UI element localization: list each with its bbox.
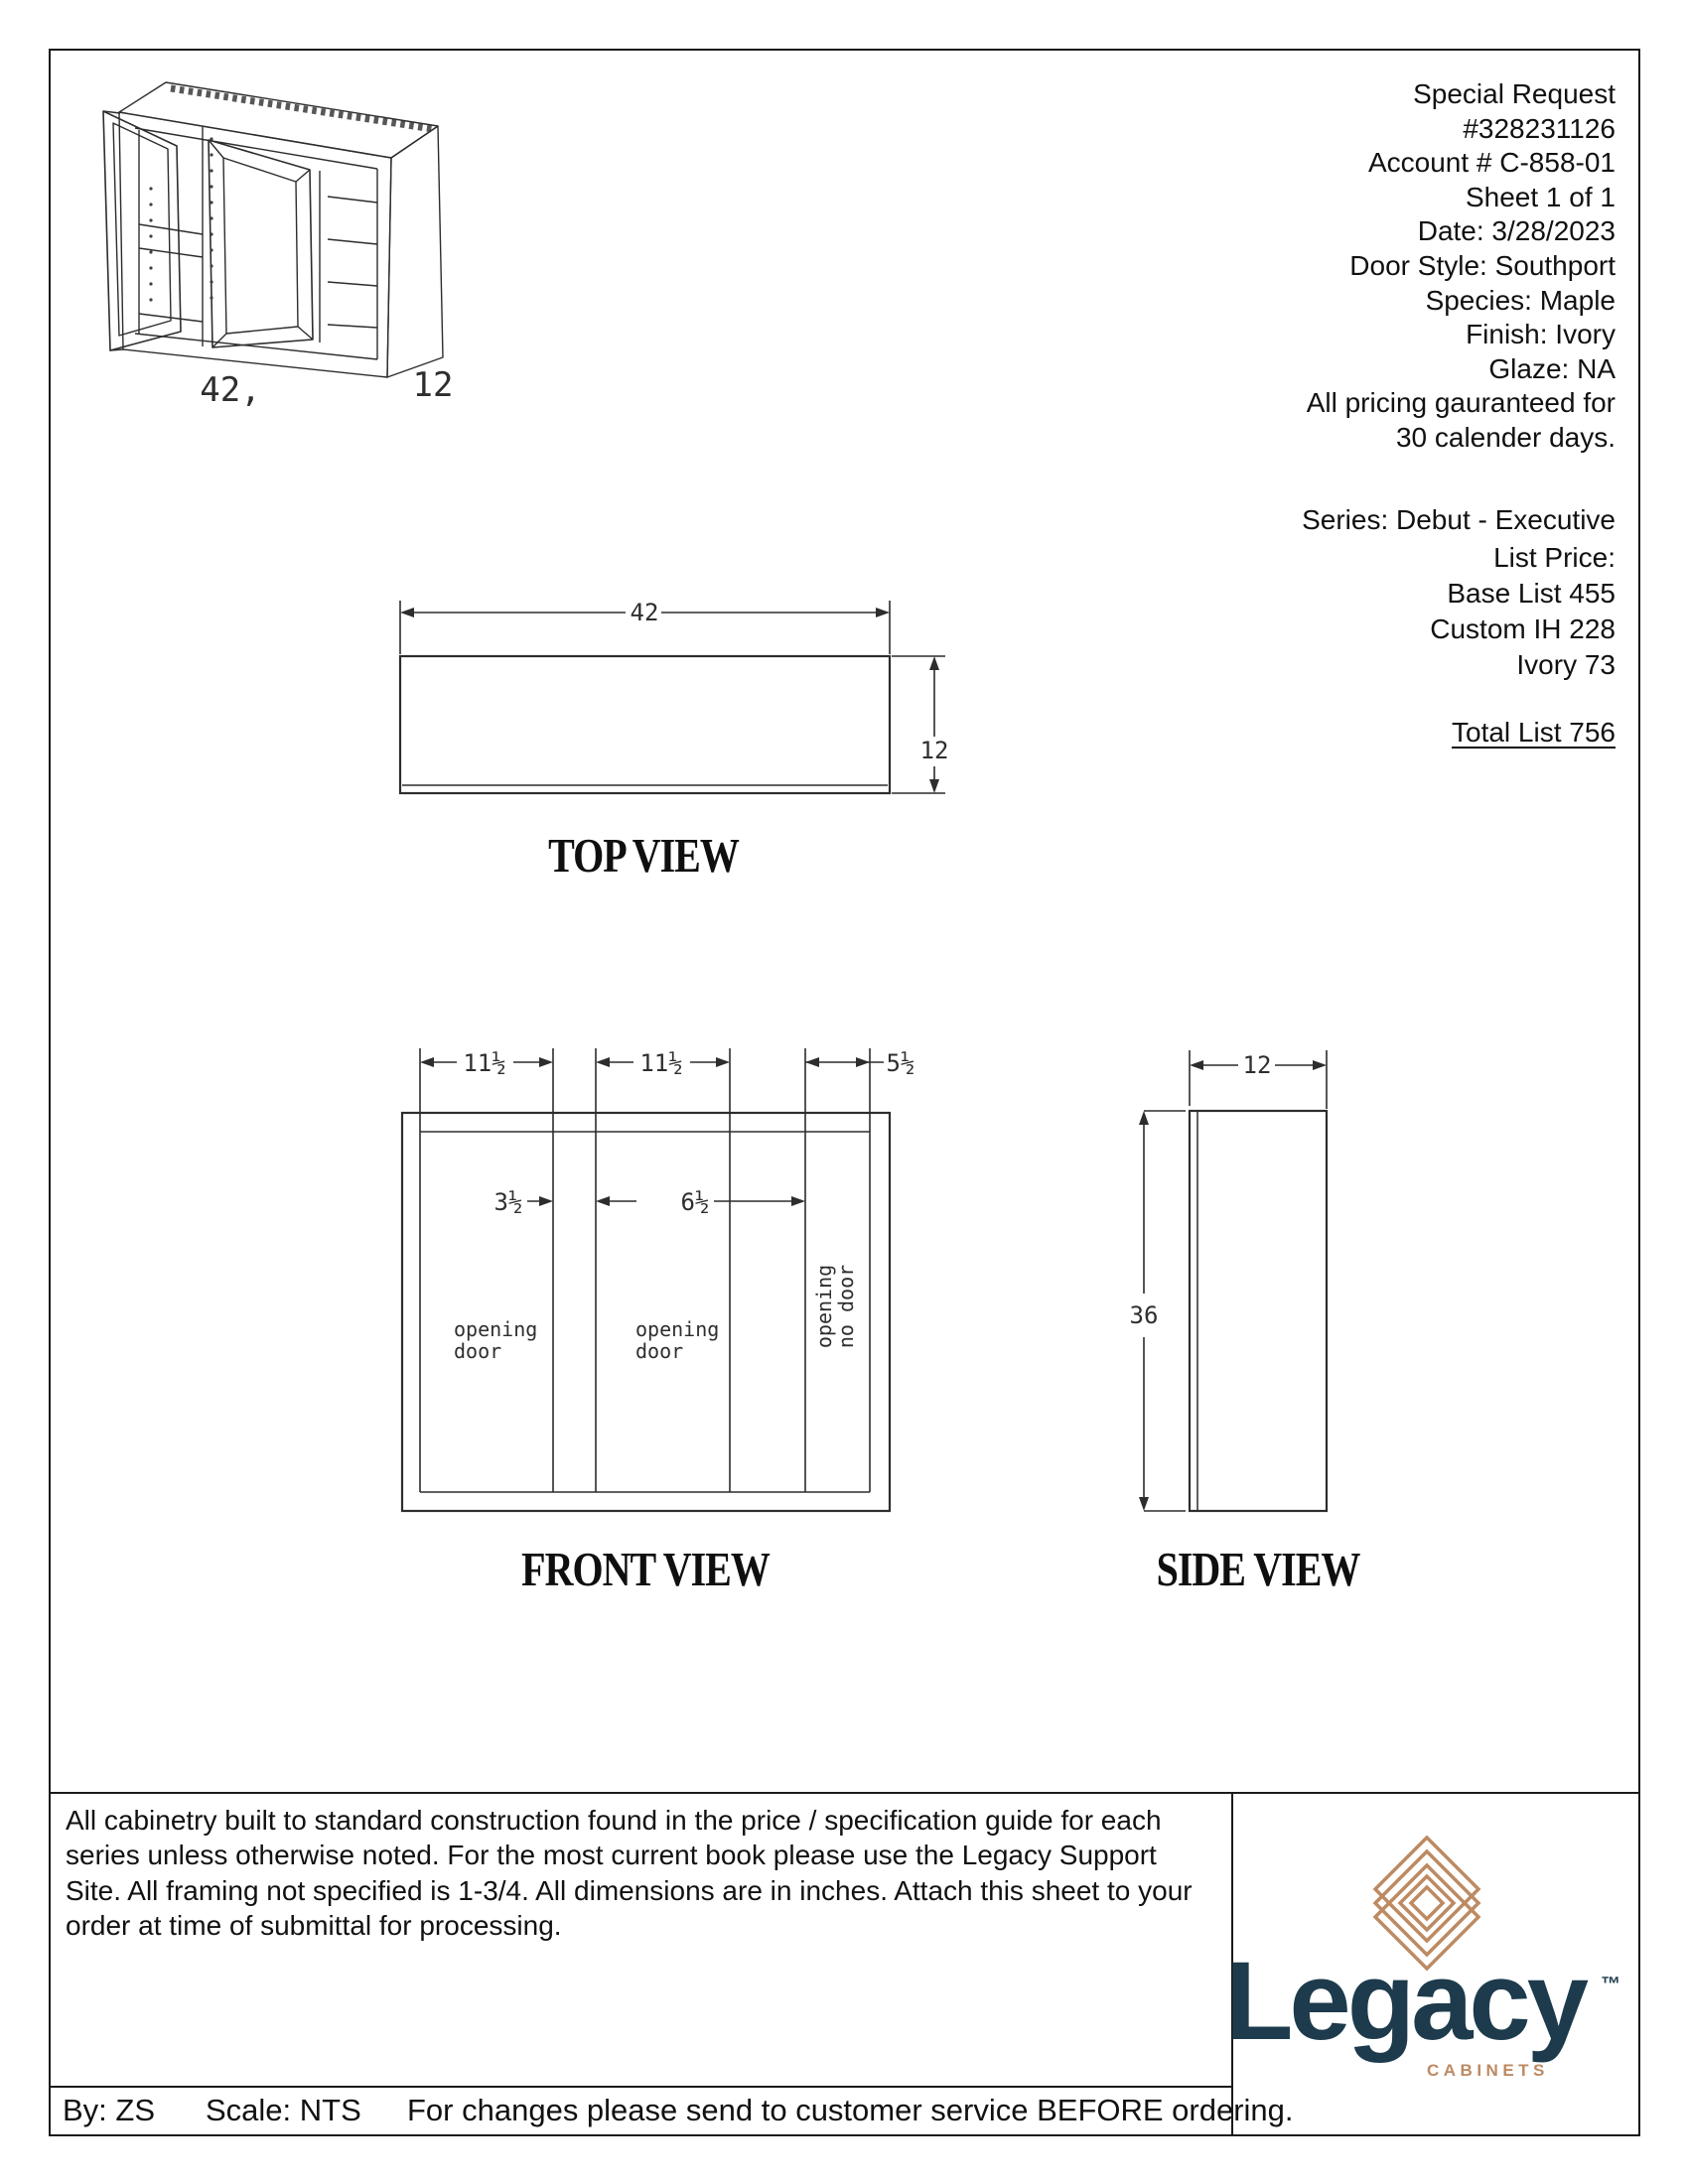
arrowhead [929,656,939,670]
arrowhead [1139,1497,1149,1511]
opening1-label-line2: door [454,1339,502,1363]
price-line: Base List 455 [1447,578,1616,609]
arrowhead [929,779,939,793]
top-view-depth-dim: 12 [919,737,949,764]
info-line: Door Style: Southport [1349,249,1616,281]
footer-bar-divider [49,2086,1231,2088]
series-line: Series: Debut - Executive [1302,504,1616,535]
arrowhead [805,1057,819,1067]
cabinet-right-face [387,126,443,377]
list-price-block [1430,540,1616,683]
top-view-outline [400,656,890,793]
iso-depth-label: 12 [412,365,454,405]
front-dim-stile: 3½ [493,1188,523,1216]
arrowhead [420,1057,434,1067]
top-view-width-dim: 42 [630,599,659,626]
disclaimer-line: series unless otherwise noted. For the most current book please use the Legacy Support [66,1840,1157,1871]
info-line: 30 calender days. [1395,421,1616,453]
front-dim-opening2: 11½ [639,1049,683,1077]
price-line: List Price: [1493,542,1616,573]
disclaimer-line: order at time of submittal for processing. [66,1909,562,1941]
cabinet-top-serration [171,88,433,129]
top-view-dimensions [400,601,945,793]
price-line: Ivory 73 [1516,649,1616,680]
arrowhead [1313,1060,1327,1070]
front-dim-opening1: 11½ [463,1049,506,1077]
info-line: Account # C-858-01 [1367,147,1616,179]
cabinet-body [103,82,443,377]
opening3-label-line2: no door [834,1264,858,1349]
side-view-width-dim: 12 [1242,1051,1272,1079]
info-line: Special Request [1413,78,1616,109]
info-line: #328231126 [1463,112,1616,144]
arrowhead [1139,1111,1149,1125]
arrowhead [596,1057,610,1067]
info-line: Finish: Ivory [1466,319,1616,350]
bottom-section-divider [49,1792,1638,1794]
arrowhead [716,1057,730,1067]
top-view-title: TOP VIEW [548,828,739,884]
arrowhead [539,1196,553,1206]
info-line: Glaze: NA [1488,352,1616,384]
footer-note: For changes please send to customer service BEFORE ordering. [407,2093,1294,2127]
info-line: Date: 3/28/2023 [1417,215,1616,247]
opening1-label-line1: opening [454,1317,538,1341]
front-view-title: FRONT VIEW [521,1542,770,1597]
center-door-panel [223,158,298,334]
footer-scale: Scale: NTS [206,2093,361,2127]
total-list-price: Total List 756 [1452,717,1616,748]
opening3-rotated-label [812,1265,858,1348]
info-line: Species: Maple [1425,284,1616,316]
front-dim-opening3: 5½ [886,1049,915,1077]
arrowhead [539,1057,553,1067]
arrowhead [596,1196,610,1206]
side-view-title: SIDE VIEW [1156,1542,1360,1597]
iso-width-label: 42, [200,370,261,410]
side-view-outline [1190,1111,1327,1511]
shelf-peg-holes [149,137,212,301]
footer-by: By: ZS [63,2093,156,2127]
legacy-wordmark: Legacy [1225,1939,1585,2063]
front-dim-gap: 6½ [680,1188,710,1216]
price-line: Custom IH 228 [1430,614,1616,644]
arrowhead [876,608,890,617]
info-line: All pricing gauranteed for [1306,387,1616,419]
right-section-shelves [328,197,377,328]
arrowhead [791,1196,805,1206]
cabinets-subtitle: CABINETS [1427,2061,1549,2080]
opening2-label-line2: door [635,1339,684,1363]
face-frame-lines [135,127,377,359]
order-info-block [1307,77,1616,456]
arrowhead [856,1057,870,1067]
isometric-cabinet-drawing [84,69,462,412]
disclaimer-line: Site. All framing not specified is 1-3/4. All dimensions are in inches. Attach this sheet to your [66,1874,1193,1906]
front-view-drawing [387,1032,963,1529]
arrowhead [400,608,414,617]
side-view-height-dim: 36 [1129,1301,1159,1329]
disclaimer-block [66,1803,1193,1943]
info-line: Sheet 1 of 1 [1465,181,1616,212]
opening3-label-line1: opening [812,1264,836,1349]
side-view-drawing [1112,1032,1390,1529]
trademark-symbol: ™ [1601,1974,1620,1995]
arrowhead [1190,1060,1203,1070]
opening2-label-line1: opening [635,1317,720,1341]
disclaimer-line: All cabinetry built to standard construction found in the price / specification guide for each [66,1805,1162,1836]
side-view-dimensions [1144,1050,1327,1511]
